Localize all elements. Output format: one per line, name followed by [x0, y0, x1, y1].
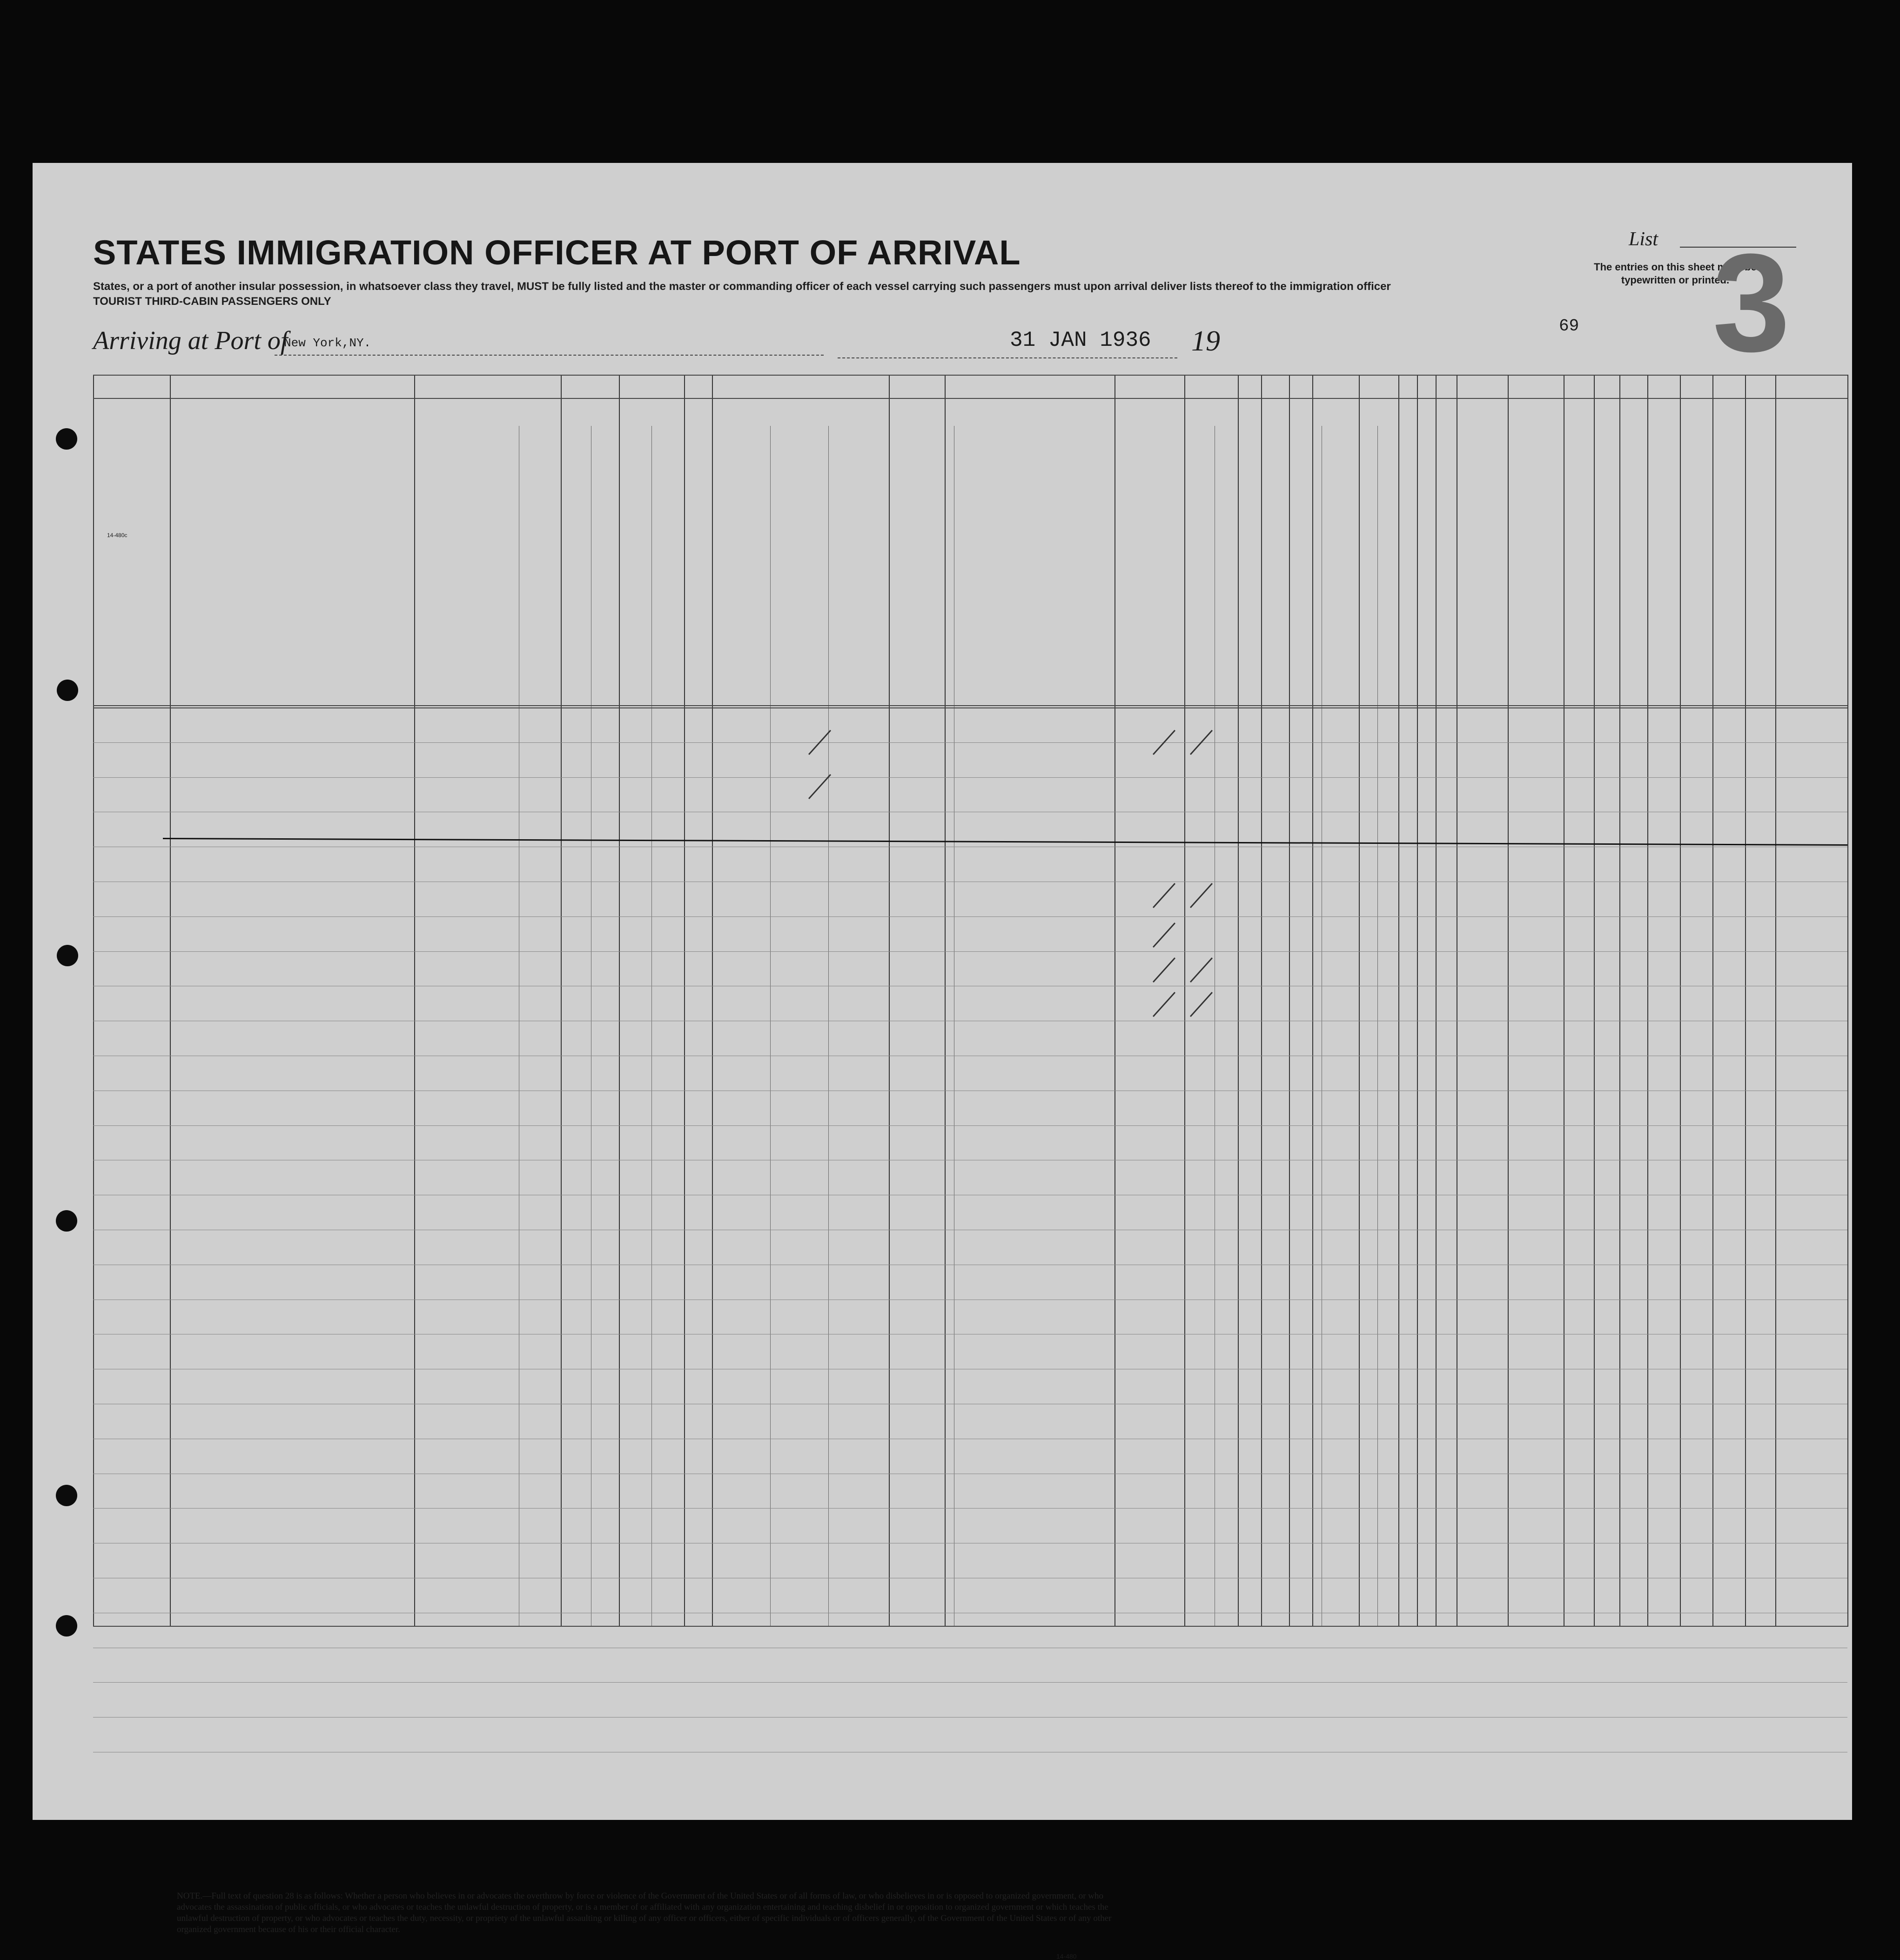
table-bottom-rule — [93, 1626, 1847, 1627]
date-underline — [838, 357, 1177, 358]
year-label: 19 — [1191, 325, 1220, 357]
header-top-rule — [93, 375, 1847, 376]
check-mark — [1153, 923, 1175, 948]
row-rule — [93, 916, 1847, 917]
check-mark — [1153, 957, 1175, 983]
punch-hole — [56, 1210, 77, 1232]
column-header — [1400, 407, 1415, 668]
footnote: NOTE.—Full text of question 28 is as follows: Whether a person who believes in or advocates the overthrow by force or violence of the Government of the United States or of all forms of law, or who disbelieves in or is opposed to organized government, or who advocates the assassination of public officials, or who advocates or teaches the unlawful destruction of property, or is a member of or affiliated with any organization entertaining and teaching disbelief in or opposition to organized government or which teaches the unlawful destruction of property, or who advocates or teaches the duty, necessity, or propriety of the unlawful assaulting or killing of any officer or officers, either of specific individuals or of officers generally, of the Government of the United States or of any other organized government because of his or their official character. — [177, 1891, 1112, 1934]
punch-hole — [57, 945, 78, 966]
column-header — [1196, 433, 1233, 694]
column-header — [1419, 407, 1434, 668]
form-code: 14-480 — [1056, 1953, 1077, 1960]
form-subtitle-class: TOURIST THIRD-CABIN PASSENGERS ONLY — [93, 295, 331, 308]
row-rule — [93, 777, 1847, 778]
column-header — [1263, 407, 1287, 668]
punch-hole — [57, 680, 78, 701]
row-rule — [93, 707, 1847, 708]
manifest-table — [93, 375, 1847, 1627]
port-value: New York,NY. — [284, 336, 371, 350]
arriving-label: Arriving at Port of — [93, 326, 288, 355]
check-mark — [1190, 957, 1213, 983]
column-header — [1291, 407, 1310, 668]
check-mark — [1153, 883, 1175, 908]
punch-hole — [56, 1485, 77, 1506]
form-title: STATES IMMIGRATION OFFICER AT PORT OF ARRIVAL — [93, 233, 1021, 272]
corner-code: 14-480c — [107, 532, 128, 539]
column-header — [689, 410, 707, 652]
header-num-rule — [93, 398, 1847, 399]
row-rule — [93, 1717, 1847, 1718]
column-header — [563, 410, 614, 652]
column-header — [1314, 407, 1357, 668]
column-subrule — [770, 426, 771, 1627]
row-rule — [93, 1508, 1847, 1509]
arrival-date-stamp: 31 JAN 1936 — [1010, 328, 1151, 352]
row-rule — [93, 951, 1847, 952]
typewritten-note: The entries on this sheet must be typewritten or printed. — [1594, 261, 1757, 286]
column-header — [1361, 407, 1396, 668]
list-number: 3 — [1712, 224, 1790, 381]
column-subrule — [651, 426, 652, 1627]
form-subtitle: States, or a port of another insular possession, in whatsoever class they travel, MUST be fully listed and the master or commanding officer of each vessel carrying such passengers must upon arrival deliver lists thereof to the immigration officer — [93, 280, 1391, 293]
manifest-page — [33, 163, 1852, 1960]
row-rule — [93, 1125, 1847, 1126]
column-header — [1240, 407, 1259, 668]
column-rule — [1847, 375, 1848, 1627]
punch-hole — [56, 428, 77, 450]
port-underline — [275, 355, 824, 356]
list-label: List — [1629, 229, 1658, 250]
row-rule — [93, 742, 1847, 743]
row-rule — [93, 1682, 1847, 1683]
punch-hole — [56, 1615, 77, 1637]
column-header — [1117, 433, 1149, 694]
page-number: 69 — [1559, 317, 1579, 336]
check-mark — [1190, 992, 1213, 1017]
check-mark — [1153, 992, 1175, 1017]
check-mark — [808, 774, 831, 799]
check-mark — [1190, 883, 1213, 908]
column-header — [1154, 433, 1187, 694]
header-bottom-rule — [93, 705, 1847, 706]
column-subrule — [828, 426, 829, 1627]
